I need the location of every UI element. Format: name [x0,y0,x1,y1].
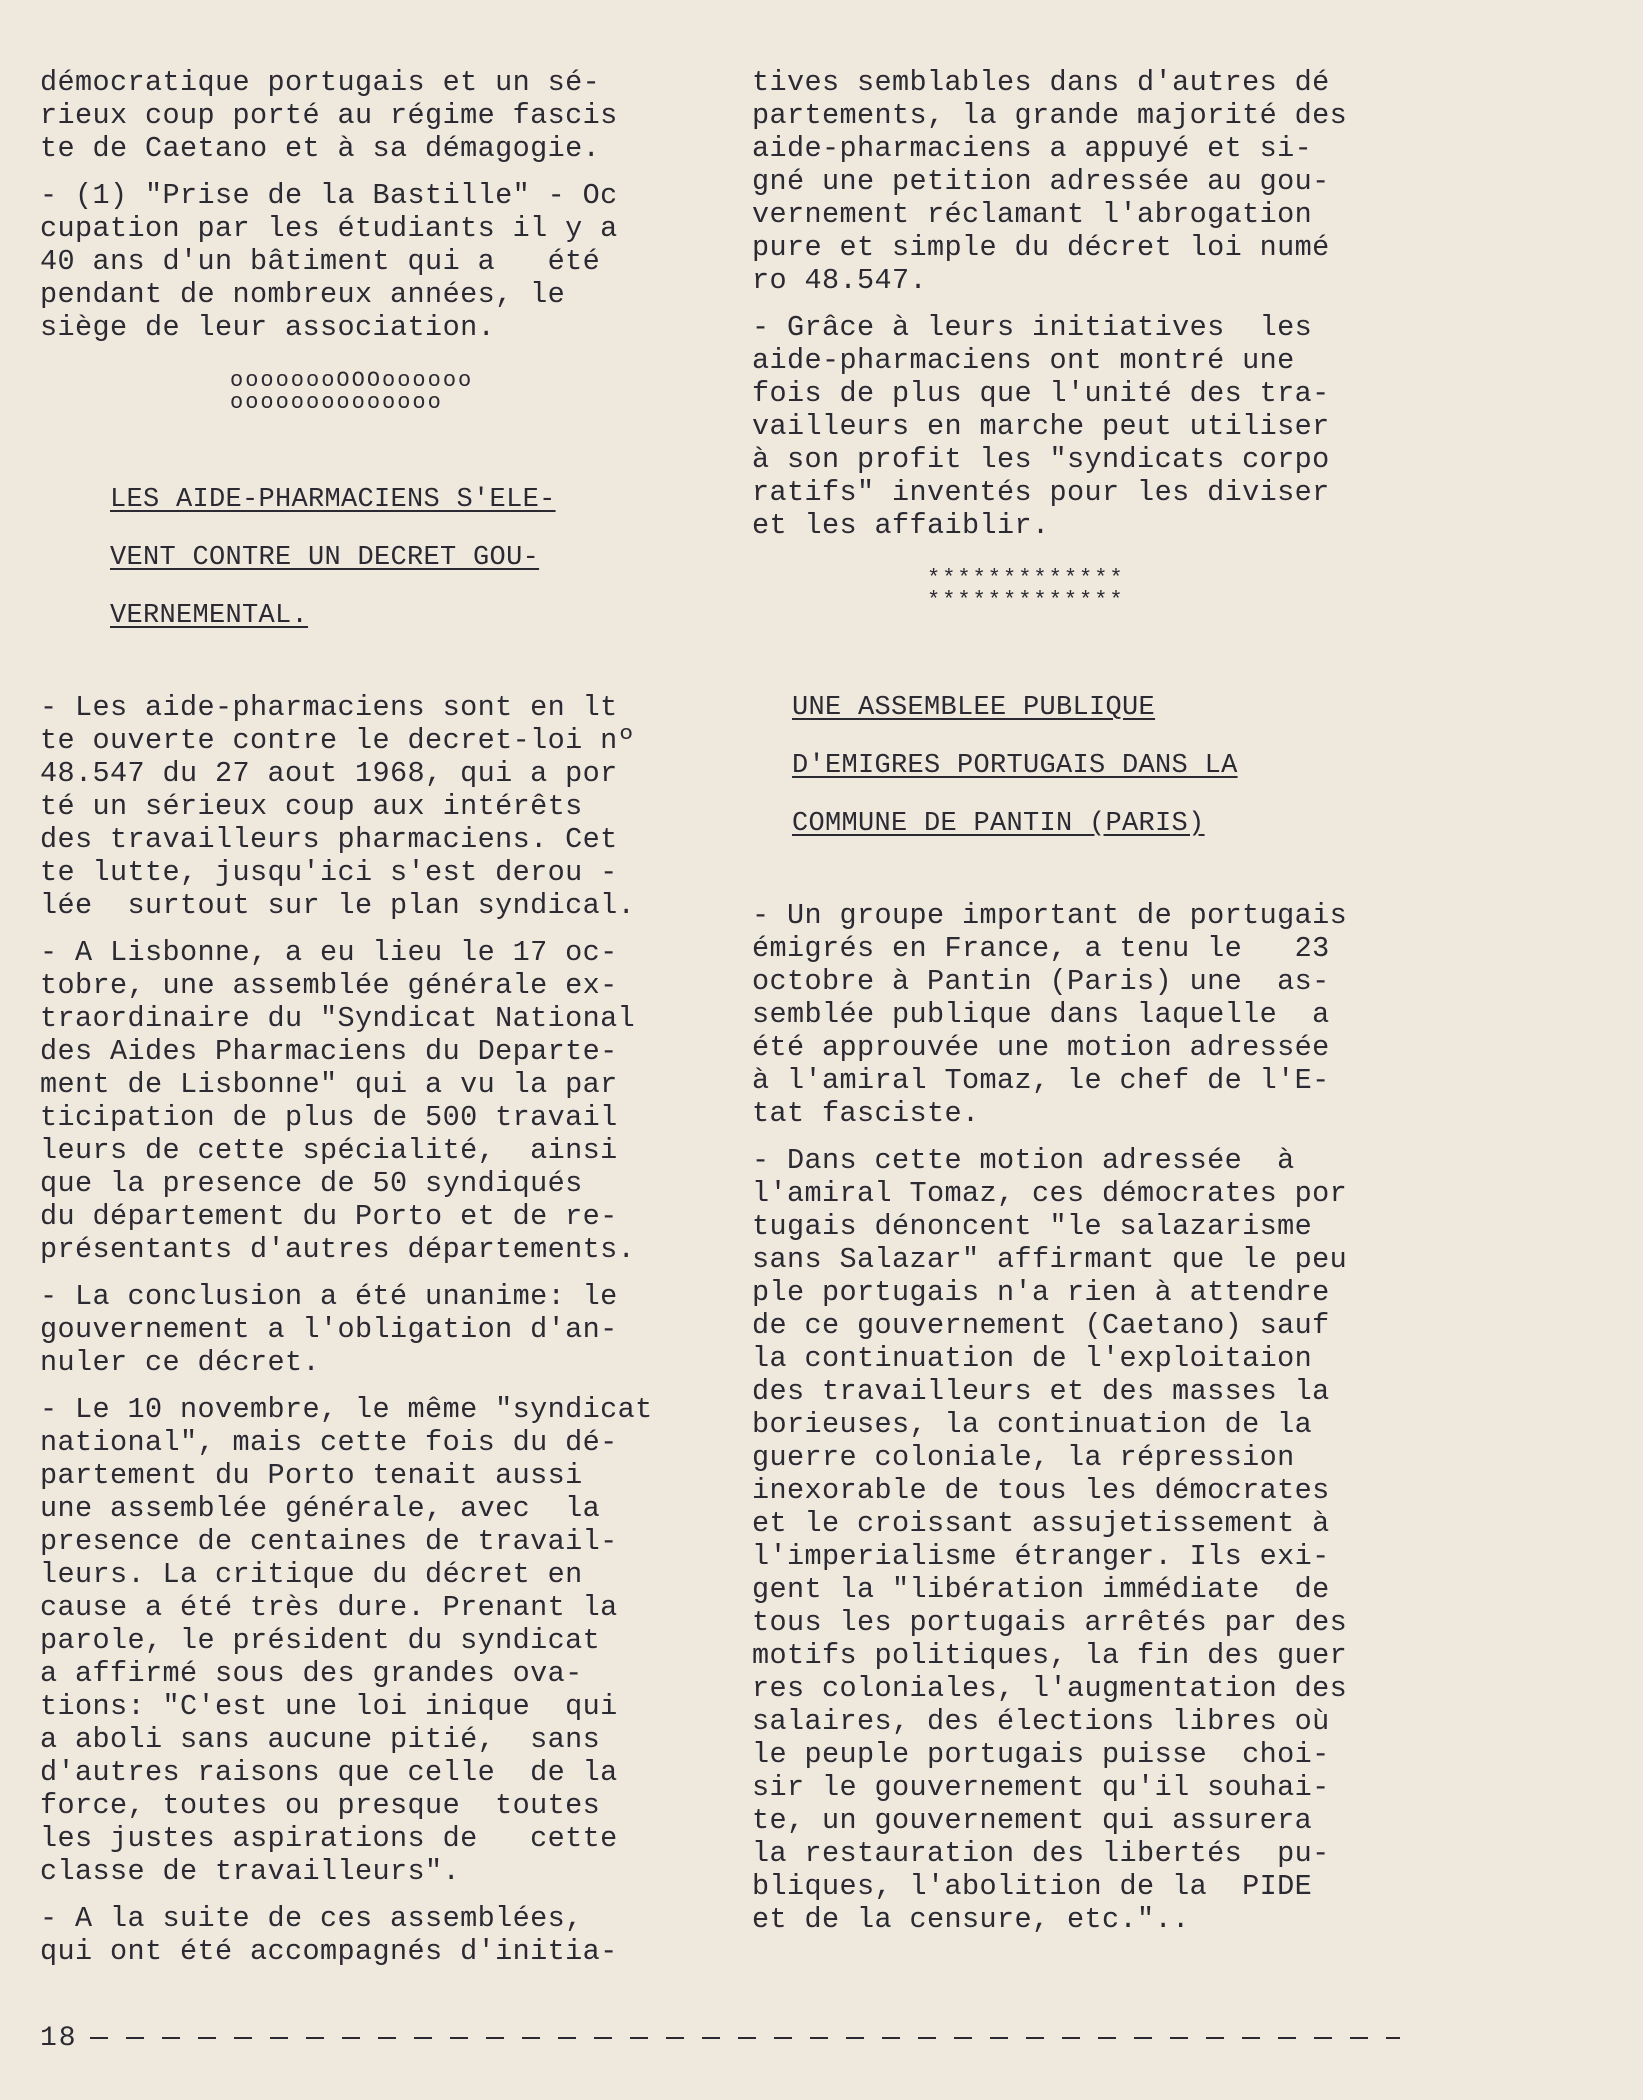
paragraph: - Le 10 novembre, le même "syndicat national", mais cette fois du dé- partement du Porto tenait aussi une assemblée générale, avec la presence de centaines de travail- leurs. La critique du décret en cause a été très dure. Prenant la parole, le président du syndicat a affirmé sous des grandes ova- tions: "C'est une loi inique qui a aboli sans aucune pitié, sans d'autres raisons que celle de la force, toutes ou presque toutes les justes aspirations de cette classe de travailleurs". [40,1393,653,1888]
paragraph: - A la suite de ces assemblées, qui ont été accompagnés d'initia- [40,1902,618,1968]
heading-line: UNE ASSEMBLEE PUBLIQUE [792,693,1156,723]
section-separator: oooooooOOOoooooo oooooooooooooo [230,368,474,415]
footer-dashed-rule [90,2037,1400,2039]
article-heading [110,484,670,633]
page-number: 18 [40,2023,78,2054]
section-separator: ************* ************* [927,566,1125,613]
heading-line: D'EMIGRES PORTUGAIS DANS LA [792,751,1238,781]
paragraph: - Grâce à leurs initiatives les aide-pharmaciens ont montré une fois de plus que l'unité des tra- vailleurs en marche peut utiliser à son profit les "syndicats corpo ratifs" inventés pour les diviser et les affaiblir. [752,311,1330,542]
right-column [752,66,1412,1950]
paragraph: - La conclusion a été unanime: le gouvernement a l'obligation d'an- nuler ce décret. [40,1280,618,1379]
left-column [40,66,700,1982]
paragraph: - Un groupe important de portugais émigrés en France, a tenu le 23 octobre à Pantin (Paris) une as- semblée publique dans laquelle a été approuvée une motion adressée à l'amiral Tomaz, le chef de l'E- tat fasciste. [752,899,1348,1130]
paragraph: - A Lisbonne, a eu lieu le 17 oc- tobre, une assemblée générale ex- traordinaire du "Syndicat National des Aides Pharmaciens du Departe- ment de Lisbonne" qui a vu la par ticipation de plus de 500 travail leurs de cette spécialité, ainsi que la presence de 50 syndiqués du département du Porto et de re- présentants d'autres départements. [40,936,636,1266]
paragraph: - Les aide-pharmaciens sont en lt te ouverte contre le decret-loi nº 48.547 du 27 aout 1968, qui a por té un sérieux coup aux intérêts des travailleurs pharmaciens. Cet te lutte, jusqu'ici s'est derou - lée surtout sur le plan syndical. [40,691,636,922]
page-footer [40,2022,1400,2055]
heading-line: LES AIDE-PHARMACIENS S'ELE- [110,485,556,515]
heading-line: VERNEMENTAL. [110,601,309,631]
heading-line: COMMUNE DE PANTIN (PARIS) [792,809,1205,839]
heading-line: VENT CONTRE UN DECRET GOU- [110,543,540,573]
paragraph: démocratique portugais et un sé- rieux coup porté au régime fascis te de Caetano et à sa démagogie. [40,66,618,165]
article-heading [792,692,1412,841]
paragraph: tives semblables dans d'autres dé partements, la grande majorité des aide-pharmaciens a appuyé et si- gné une petition adressée au gou- vernement réclamant l'abrogation pure et simple du décret loi numé ro 48.547. [752,66,1348,297]
paragraph: - Dans cette motion adressée à l'amiral Tomaz, ces démocrates por tugais dénoncent "le salazarisme sans Salazar" affirmant que le peu ple portugais n'a rien à attendre de ce gouvernement (Caetano) sauf la continuation de l'exploitaion des travailleurs et des masses la borieuses, la continuation de la guerre coloniale, la répression inexorable de tous les démocrates et le croissant assujetissement à l'imperialisme étranger. Ils exi- gent la "libération immédiate de tous les portugais arrêtés par des motifs politiques, la fin des guer res coloniales, l'augmentation des salaires, des élections libres où le peuple portugais puisse choi- sir le gouvernement qu'il souhai- te, un gouvernement qui assurera la restauration des libertés pu- bliques, l'abolition de la PIDE et de la censure, etc.".. [752,1144,1348,1936]
paragraph: - (1) "Prise de la Bastille" - Oc cupation par les étudiants il y a 40 ans d'un bâtiment qui a été pendant de nombreux années, le siège de leur association. [40,179,618,344]
